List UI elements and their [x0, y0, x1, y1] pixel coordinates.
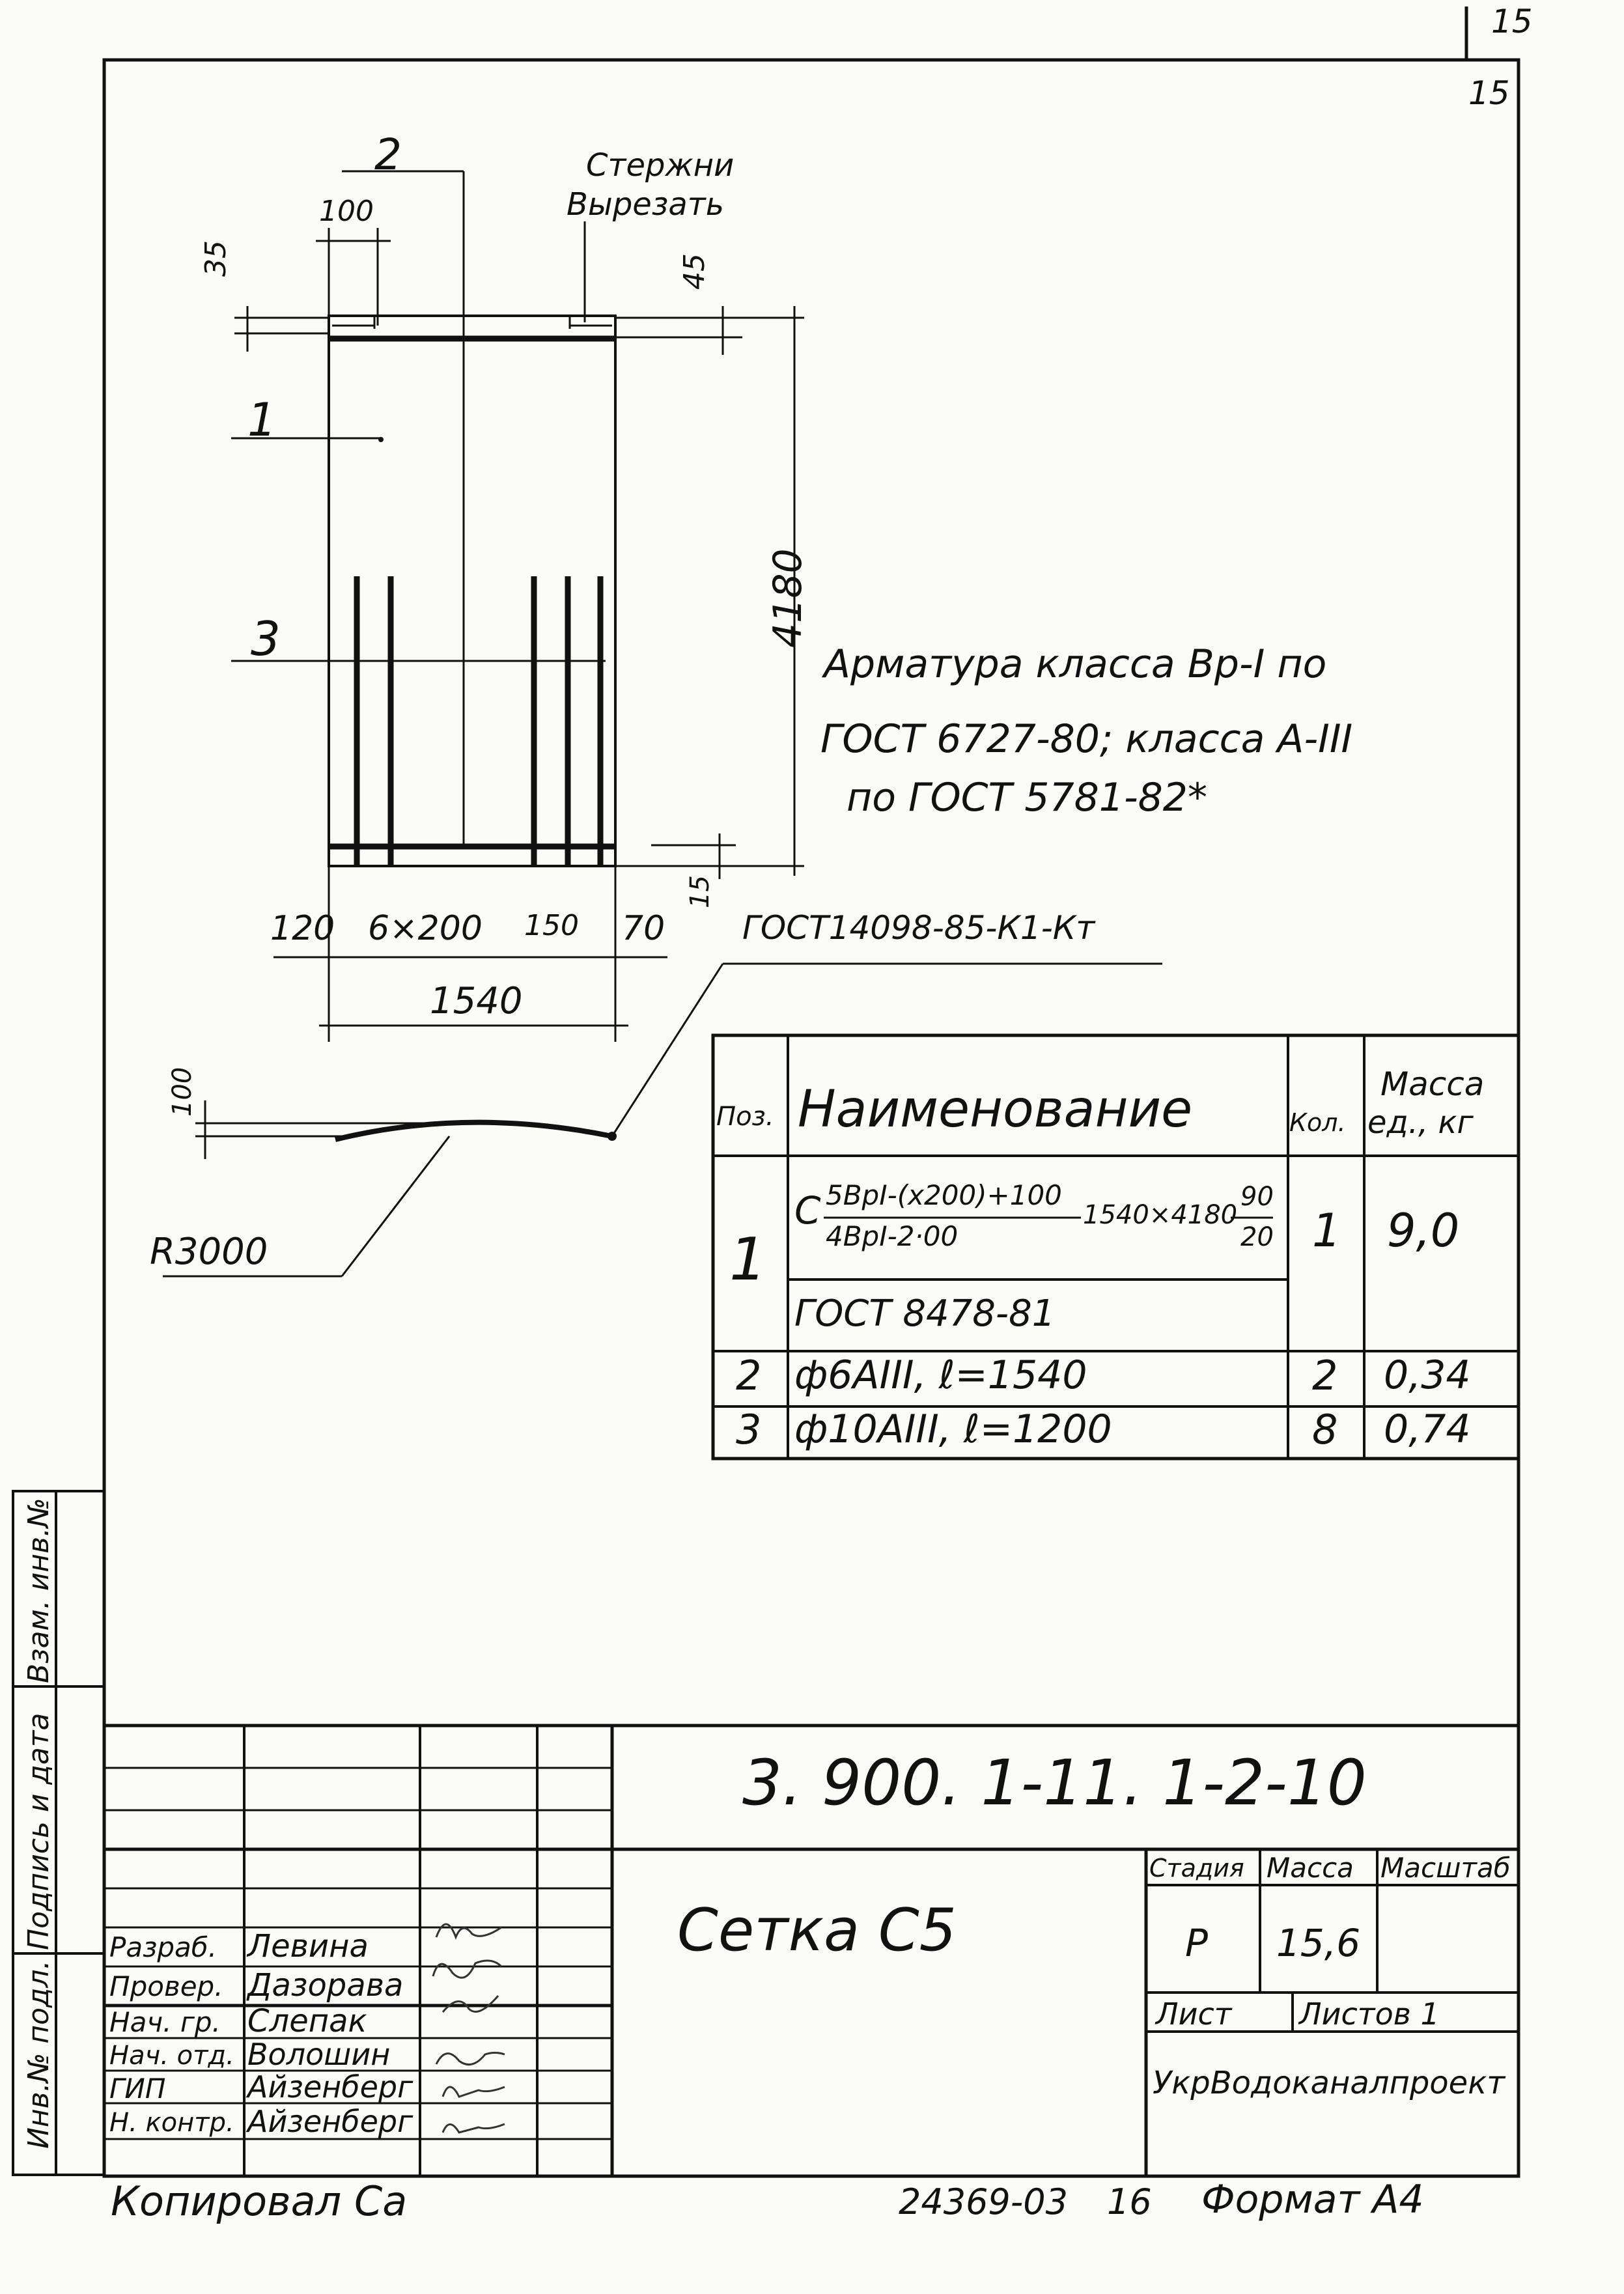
dim-70: 70: [622, 909, 665, 948]
spec-row1-frac-top: 90: [1240, 1182, 1274, 1212]
name-6: Айзенберг: [247, 2104, 413, 2139]
spec-row2-qty: 2: [1312, 1352, 1338, 1399]
sheet-title: Сетка С5: [677, 1896, 957, 1965]
format-label: Формат А4: [1201, 2177, 1424, 2222]
role-3: Нач. гр.: [109, 2006, 221, 2038]
radius-leader-diag: [342, 1136, 449, 1276]
spec-header-qty: Кол.: [1289, 1108, 1346, 1137]
spec-row1-size: 1540×4180: [1083, 1200, 1238, 1230]
signature: [436, 1924, 501, 1937]
spec-row2-pos: 2: [736, 1352, 762, 1399]
corner-number-bottom: 15: [1468, 74, 1510, 112]
spec-header-pos: Поз.: [716, 1102, 774, 1132]
spec-header-name: Наименование: [798, 1080, 1193, 1139]
spec-row2-mass: 0,34: [1384, 1352, 1471, 1398]
cut-callout-line1: Стержни: [586, 147, 735, 184]
inv-orig-label: Инв.№ подл.: [22, 1960, 55, 2149]
signature: [443, 2087, 505, 2097]
spec-row1-standard: ГОСТ 8478-81: [794, 1293, 1056, 1335]
spec-row1-mass: 9,0: [1387, 1204, 1460, 1257]
copied-label-text: Копировал: [111, 2177, 342, 2225]
replace-inv-label: Взам. инв.№: [22, 1498, 55, 1683]
signature: [443, 2124, 505, 2133]
radius-label: R3000: [150, 1231, 268, 1273]
role-6: Н. контр.: [109, 2108, 234, 2138]
spec-row1-qty: 1: [1312, 1204, 1341, 1257]
spec-row3-name: ф10АIII, ℓ=1200: [794, 1406, 1112, 1452]
note-line1: Арматура класса Вр-I по: [824, 641, 1327, 687]
dim-4180: 4180: [765, 548, 811, 648]
spec-header-mass-1: Масса: [1380, 1065, 1485, 1103]
dim-45: 45: [678, 253, 711, 290]
section-dim-100: 100: [167, 1067, 197, 1117]
name-4: Волошин: [247, 2037, 391, 2072]
dim-100: 100: [319, 195, 374, 228]
spec-row3-mass: 0,74: [1384, 1406, 1471, 1452]
mass-label: Масса: [1267, 1852, 1354, 1884]
weld-leader: [612, 964, 723, 1136]
stage-label: Стадия: [1149, 1854, 1244, 1882]
spec-row3-pos: 3: [736, 1406, 762, 1453]
spec-row1-num-top: 5ВрI-(x200)+100: [826, 1179, 1062, 1211]
cut-callout-line2: Вырезать: [567, 186, 725, 223]
signature: [436, 2053, 505, 2065]
leader-pos1-dot: [378, 437, 384, 442]
copy-page: 16: [1107, 2181, 1152, 2222]
stage-value: Р: [1185, 1921, 1208, 1965]
sheet-label: Лист: [1156, 1996, 1232, 2032]
sheets-label: Листов 1: [1299, 1996, 1440, 2032]
scale-label: Масштаб: [1380, 1852, 1511, 1884]
spec-row3-qty: 8: [1312, 1406, 1338, 1453]
spec-row1-pos: 1: [729, 1225, 767, 1294]
role-5: ГИП: [109, 2073, 166, 2105]
organization: УкрВодоканалпроект: [1153, 2065, 1505, 2101]
copied-label: [111, 2177, 408, 2225]
side-stamp: [13, 1491, 104, 2175]
mass-value: 15,6: [1276, 1921, 1361, 1965]
spec-row1-num-bottom: 4ВрI-2·00: [826, 1220, 959, 1252]
role-2: Провер.: [109, 1970, 223, 2002]
name-1: Левина: [247, 1928, 369, 1965]
name-5: Айзенберг: [247, 2069, 413, 2105]
inventory-number: 24369-03: [899, 2181, 1068, 2222]
note-line3: по ГОСТ 5781-82*: [847, 775, 1207, 820]
spec-row1-frac-bottom: 20: [1240, 1222, 1274, 1252]
corner-number-top: 15: [1491, 3, 1533, 40]
weld-standard: ГОСТ14098-85-К1-Кт: [742, 909, 1095, 947]
dim-150: 150: [524, 909, 579, 942]
dim-1540: 1540: [430, 980, 523, 1022]
copied-by: Са: [354, 2177, 408, 2225]
sign-date-label: Подпись и дата: [22, 1713, 55, 1950]
mesh-outline: [329, 316, 615, 866]
signatures: [433, 1924, 505, 2133]
dim-6x200: 6×200: [368, 909, 483, 948]
section-end: [608, 1132, 617, 1141]
role-4: Нач. отд.: [109, 2041, 234, 2071]
pos1-label: 1: [247, 393, 277, 447]
section-arc: [335, 1123, 612, 1140]
note-line2: ГОСТ 6727-80; класса А-III: [820, 716, 1353, 762]
dim-15: 15: [685, 875, 715, 908]
spec-row2-name: ф6АIII, ℓ=1540: [794, 1352, 1087, 1398]
name-3: Слепак: [247, 2003, 367, 2039]
dim-35: 35: [199, 240, 232, 277]
designation: 3. 900. 1-11. 1-2-10: [742, 1746, 1367, 1819]
signature: [433, 1961, 501, 1978]
name-2: Дазорава: [247, 1967, 404, 2004]
pos2-label: 2: [374, 130, 402, 180]
spec-header-mass-2: ед., кг: [1367, 1104, 1474, 1141]
dim-120: 120: [270, 909, 335, 948]
role-1: Разраб.: [109, 1931, 217, 1963]
spec-row1-prefix: С: [794, 1188, 821, 1233]
pos3-label: 3: [251, 611, 281, 666]
